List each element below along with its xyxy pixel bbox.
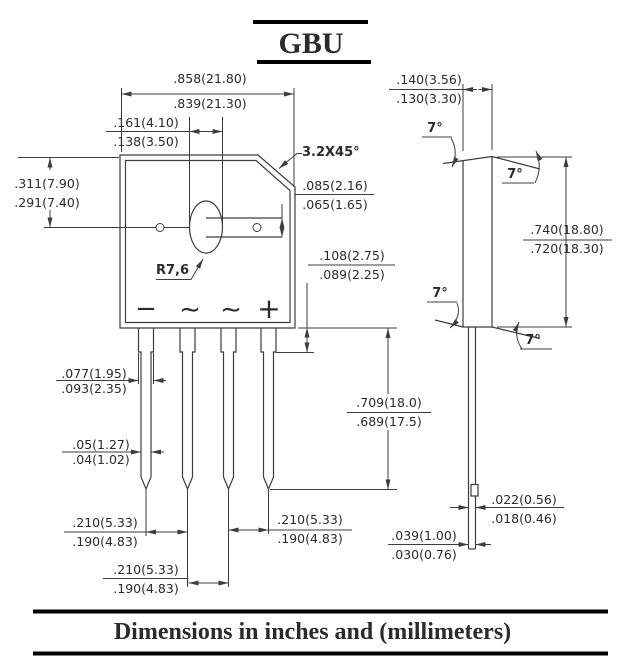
dim-neck-length-max: .108(2.75): [319, 248, 385, 263]
angle-label-bottom-left: 7°: [432, 286, 448, 301]
dim-lead-shoulder-width: [52, 366, 136, 396]
dim-pitch-left-min: .190(4.83): [72, 534, 138, 549]
dim-slot-height: [293, 176, 377, 214]
dim-lead-width: [60, 437, 142, 467]
dim-side-lead-thickness: [479, 490, 569, 528]
dim-side-lead-thickness-min: .018(0.46): [491, 511, 557, 526]
dim-lead-width-max: .05(1.27): [72, 437, 130, 452]
dim-pitch-right-max: .210(5.33): [277, 512, 343, 527]
dim-side-body-height: [519, 220, 615, 258]
front-view-details: [44, 224, 261, 232]
page-title: GBU: [278, 27, 344, 60]
angle-label-top-left: 7°: [427, 121, 443, 136]
dim-side-lead-thickness-max: .022(0.56): [491, 492, 557, 507]
terminal-symbol-minus: −: [135, 294, 157, 324]
dim-slot-width: [104, 113, 188, 151]
lead-4: [261, 328, 276, 489]
dim-side-lead-width-max: .039(1.00): [391, 528, 457, 543]
dim-side-thickness-min: .130(3.30): [396, 91, 462, 106]
lead-3: [221, 328, 236, 489]
dim-lead-shoulder-width-min: .093(2.35): [61, 381, 127, 396]
dim-neck-length: [307, 246, 397, 284]
dim-body-width-min: .839(21.30): [173, 96, 247, 111]
angle-label-top-right: 7°: [507, 167, 523, 182]
lead-2: [180, 328, 195, 489]
dim-neck-length-min: .089(2.25): [319, 267, 385, 282]
dim-pitch-center-min: .190(4.83): [113, 581, 179, 596]
front-view-leads: [139, 328, 277, 489]
terminal-symbol-ac1: ∼: [179, 295, 201, 325]
dim-slot-height-max: .085(2.16): [302, 178, 368, 193]
side-dimension-lines: [388, 84, 612, 545]
dim-body-width-max: .858(21.80): [173, 71, 247, 86]
dim-side-lead-width: [383, 526, 465, 564]
dim-pitch-left: [62, 513, 148, 551]
dim-hole-offset: [4, 174, 90, 212]
terminal-symbol-plus: +: [257, 292, 281, 325]
left-pin-hole: [156, 224, 164, 232]
dim-pitch-right: [266, 510, 354, 548]
dim-lead-shoulder-width-max: .077(1.95): [61, 366, 127, 381]
dim-side-lead-width-min: .030(0.76): [391, 547, 457, 562]
dim-pitch-left-max: .210(5.33): [72, 515, 138, 530]
dim-slot-height-min: .065(1.65): [302, 197, 368, 212]
dim-pitch-center: [102, 560, 190, 598]
dim-side-body-height-min: .720(18.30): [530, 241, 604, 256]
angle-label-bottom-right: 7°: [525, 333, 541, 348]
dim-hole-offset-min: .291(7.40): [14, 195, 80, 210]
dim-slot-width-min: .138(3.50): [113, 134, 179, 149]
radius-callout: R7,6: [156, 263, 190, 278]
dim-lead-length-max: .709(18.0): [356, 395, 422, 410]
dim-slot-width-max: .161(4.10): [113, 115, 179, 130]
dim-pitch-center-max: .210(5.33): [113, 562, 179, 577]
dim-side-thickness: [385, 70, 473, 108]
gauge-plane-box: [471, 485, 478, 497]
footer-note: Dimensions in inches and (millimeters): [113, 619, 512, 645]
dim-side-thickness-max: .140(3.56): [396, 72, 462, 87]
dim-side-body-height-max: .740(18.80): [530, 222, 604, 237]
dim-lead-length: [345, 393, 433, 431]
dim-pitch-right-min: .190(4.83): [277, 531, 343, 546]
dim-lead-width-min: .04(1.02): [72, 452, 130, 467]
center-hole-oval: [190, 201, 223, 253]
right-pin-hole: [253, 224, 261, 232]
chamfer-callout: 3.2X45°: [302, 145, 360, 160]
dim-body-width: [158, 66, 262, 116]
dim-hole-offset-max: .311(7.90): [14, 176, 80, 191]
terminal-symbol-ac2: ∼: [220, 295, 242, 325]
dim-lead-length-min: .689(17.5): [356, 414, 422, 429]
